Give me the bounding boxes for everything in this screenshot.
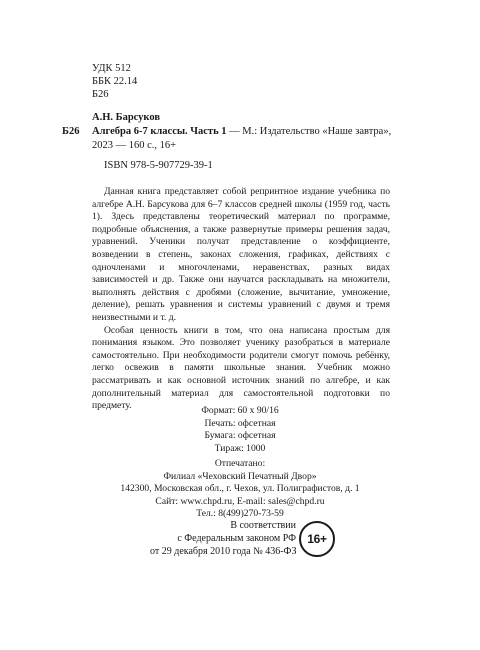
printer-phone: Тел.: 8(499)270-73-59 (196, 508, 284, 519)
udk-code: УДК 512 (92, 63, 131, 74)
author-name: А.Н. Барсуков (92, 112, 160, 123)
law-line: с Федеральным законом РФ (177, 533, 296, 544)
format: Формат: 60 х 90/16 (201, 405, 279, 416)
printer-address: 142300, Московская обл., г. Чехов, ул. Полиграфистов, д. 1 (120, 483, 360, 494)
author-sign-code: Б26 (92, 89, 109, 100)
law-notice (150, 519, 296, 558)
book-year-pages: 2023 — 160 с., 16+ (92, 140, 177, 151)
book-record-line (92, 125, 391, 139)
law-line: В соответствии (230, 520, 296, 531)
bbk-code: ББК 22.14 (92, 76, 138, 87)
book-title: Алгебра 6-7 классы. Часть 1 (92, 126, 227, 137)
printed-label: Отпечатано: (214, 458, 266, 469)
annotation (92, 186, 390, 413)
printer-name: Филиал «Чеховский Печатный Двор» (163, 470, 317, 482)
author-sign-code-margin: Б26 (62, 126, 80, 137)
annotation-paragraph: Особая ценность книги в том, что она написана простым для понимания языком. Это позволяет ученику разобраться в материале самостоятельно. При необходимости родители смогут помочь ребёнку, легко освежив в памяти школьные знания. Учебник можно рассматривать и как основной источник знаний по алгебре, и как дополнительный материал для самостоятельной подготовки по предмету. (92, 324, 390, 412)
annotation-paragraph: Данная книга представляет собой репринтное издание учебника по алгебре А.Н. Барсукова для 6–7 классов средней школы (1959 год, часть 1). Здесь представлены теоретический материал по программе, подробные объяснения, а также развернутые примеры решения задач, уравнений. Ученики получат представление о коэффициенте, возведении в степень, законах сложения, графиках, действиях с одночленами и многочленами, неравенствах, разных видах зависимостей и др. Также они научатся раскладывать на множители, выполнять действия с дробями (сложение, вычитание, умножение, деление), решать уравнения и системы уравнений с двумя и тремя неизвестными и т. д. (92, 186, 390, 323)
paper-type: Бумага: офсетная (204, 430, 276, 441)
isbn: ISBN 978-5-907729-39-1 (104, 160, 213, 171)
imprint-specs (0, 405, 480, 455)
book-publisher: — М.: Издательство «Наше завтра», (226, 126, 392, 137)
circulation: Тираж: 1000 (214, 442, 266, 454)
age-rating-badge: 16+ (299, 521, 335, 557)
print-type: Печать: офсетная (204, 417, 276, 429)
printer-contacts: Сайт: www.chpd.ru, E-mail: sales@chpd.ru (155, 495, 325, 507)
law-line: от 29 декабря 2010 года № 436-ФЗ (150, 546, 297, 557)
printer-info (0, 458, 480, 521)
